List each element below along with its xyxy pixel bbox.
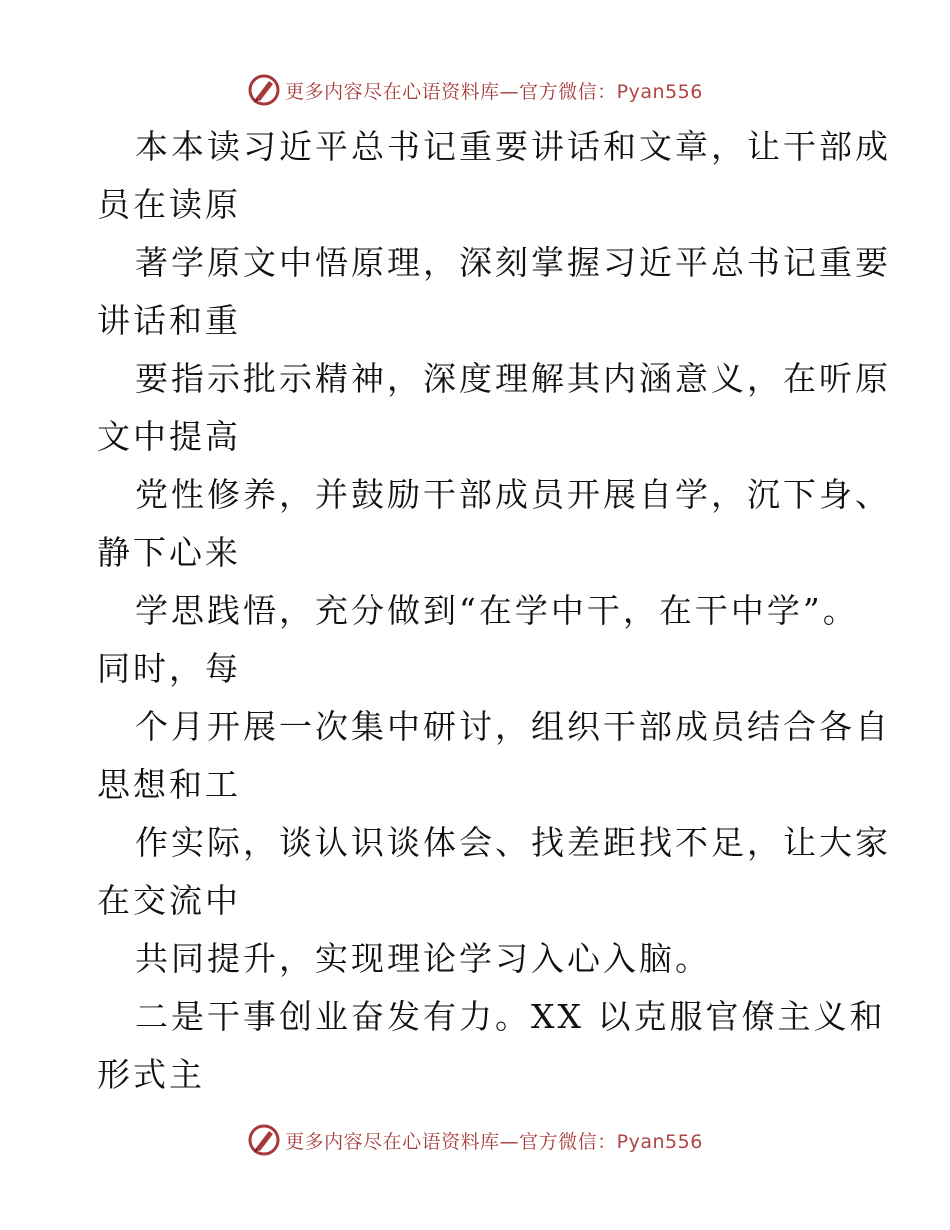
text-line: 作实际，谈认识谈体会、找差距找不足，让大家 <box>135 823 891 862</box>
footer-wechat-id: Pyan556 <box>616 1130 703 1153</box>
text-line: 要指示批示精神，深度理解其内涵意义，在听原 <box>135 359 891 398</box>
text-line: 在交流中 <box>97 881 241 920</box>
text-line: 本本读习近平总书记重要讲话和文章，让干部成 <box>135 127 891 166</box>
text-line: 员在读原 <box>97 185 241 224</box>
header-banner <box>0 70 950 110</box>
text-line: 共同提升，实现理论学习入心入脑。 <box>135 939 711 978</box>
header-wechat-id: Pyan556 <box>616 80 703 103</box>
text-line: 形式主 <box>97 1055 205 1094</box>
header-banner-text: 更多内容尽在心语资料库—官方微信：Pyan556 <box>285 80 703 103</box>
footer-banner <box>0 1120 950 1160</box>
pen-logo-icon <box>247 1123 281 1157</box>
text-line: 文中提高 <box>97 417 241 456</box>
text-line: 个月开展一次集中研讨，组织干部成员结合各自 <box>135 707 891 746</box>
text-line: 二是干事创业奋发有力。XX 以克服官僚主义和 <box>135 997 886 1036</box>
text-line: 著学原文中悟原理，深刻掌握习近平总书记重要 <box>135 243 891 282</box>
text-line: 静下心来 <box>97 533 241 572</box>
text-line: 党性修养，并鼓励干部成员开展自学，沉下身、 <box>135 475 891 514</box>
document-body <box>97 118 891 1104</box>
text-line: 思想和工 <box>97 765 241 804</box>
text-line: 同时，每 <box>97 649 241 688</box>
text-line: 学思践悟，充分做到“在学中干，在干中学”。 <box>135 591 859 630</box>
pen-logo-icon <box>247 73 281 107</box>
footer-banner-text: 更多内容尽在心语资料库—官方微信：Pyan556 <box>285 1130 703 1153</box>
text-line: 讲话和重 <box>97 301 241 340</box>
